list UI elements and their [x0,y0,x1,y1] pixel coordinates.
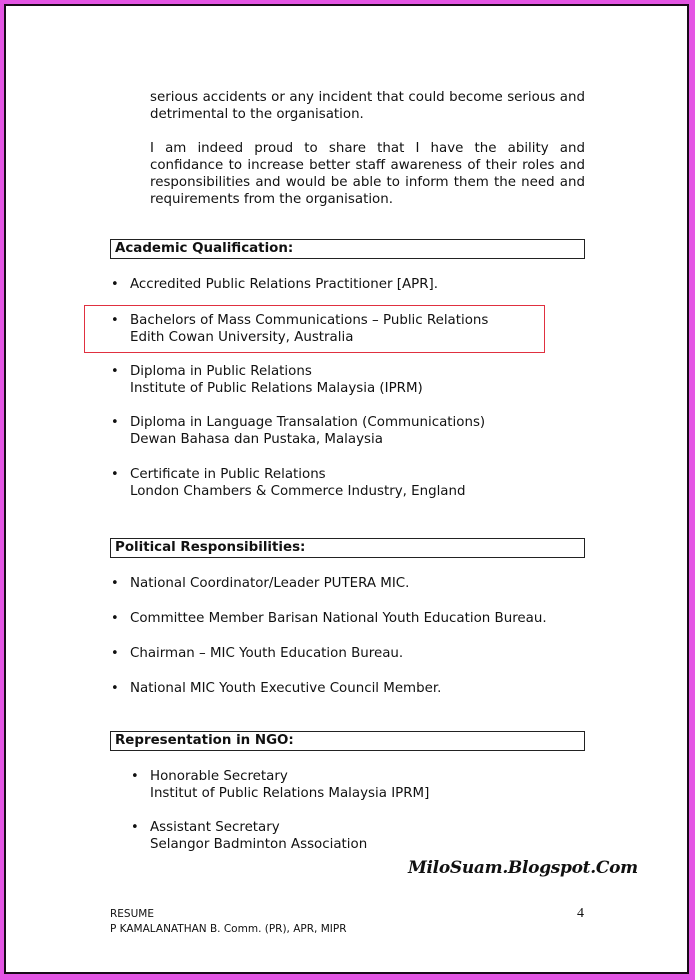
bullet-icon: • [111,681,119,696]
political-item-1: National Coordinator/Leader PUTERA MIC. [130,576,410,591]
bullet-icon: • [111,415,119,430]
bullet-icon: • [111,576,119,591]
political-item-4: National MIC Youth Executive Council Member. [130,681,442,696]
ngo-item-1-organisation: Institut of Public Relations Malaysia IPRM] [150,786,430,801]
academic-item-2-institution: Edith Cowan University, Australia [130,330,354,345]
paragraph-intro-2: I am indeed proud to share that I have the ability and confidance to increase better staff awareness of their roles and responsibilities and would be able to inform them the need and requirements from the organisation. [150,141,585,207]
academic-item-5-institution: London Chambers & Commerce Industry, England [130,484,466,499]
bullet-icon: • [111,646,119,661]
ngo-item-2-role: Assistant Secretary [150,820,280,835]
academic-item-4-institution: Dewan Bahasa dan Pustaka, Malaysia [130,432,383,447]
bullet-icon: • [111,364,119,379]
academic-item-1: Accredited Public Relations Practitioner [APR]. [130,277,438,292]
academic-item-2-title: Bachelors of Mass Communications – Public Relations [130,313,489,328]
ngo-item-1-role: Honorable Secretary [150,769,288,784]
bullet-icon: • [131,820,139,835]
academic-item-5-title: Certificate in Public Relations [130,467,326,482]
page-number: 4 [577,906,584,921]
footer-name: P KAMALANATHAN B. Comm. (PR), APR, MIPR [110,923,347,935]
bullet-icon: • [111,467,119,482]
bullet-icon: • [131,769,139,784]
footer-title: RESUME [110,908,154,920]
section-heading-political: Political Responsibilities: [110,538,585,558]
ngo-item-2-organisation: Selangor Badminton Association [150,837,368,852]
paragraph-intro-1: serious accidents or any incident that could become serious and detrimental to the organisation. [150,90,585,122]
section-heading-ngo: Representation in NGO: [110,731,585,751]
bullet-icon: • [111,313,119,328]
bullet-icon: • [111,277,119,292]
political-item-2: Committee Member Barisan National Youth Education Bureau. [130,611,547,626]
political-item-3: Chairman – MIC Youth Education Bureau. [130,646,404,661]
academic-item-3-title: Diploma in Public Relations [130,364,312,379]
academic-item-4-title: Diploma in Language Transalation (Communications) [130,415,486,430]
section-heading-academic: Academic Qualification: [110,239,585,259]
watermark: MiloSuam.Blogspot.Com [408,858,638,878]
bullet-icon: • [111,611,119,626]
academic-item-3-institution: Institute of Public Relations Malaysia (IPRM) [130,381,423,396]
